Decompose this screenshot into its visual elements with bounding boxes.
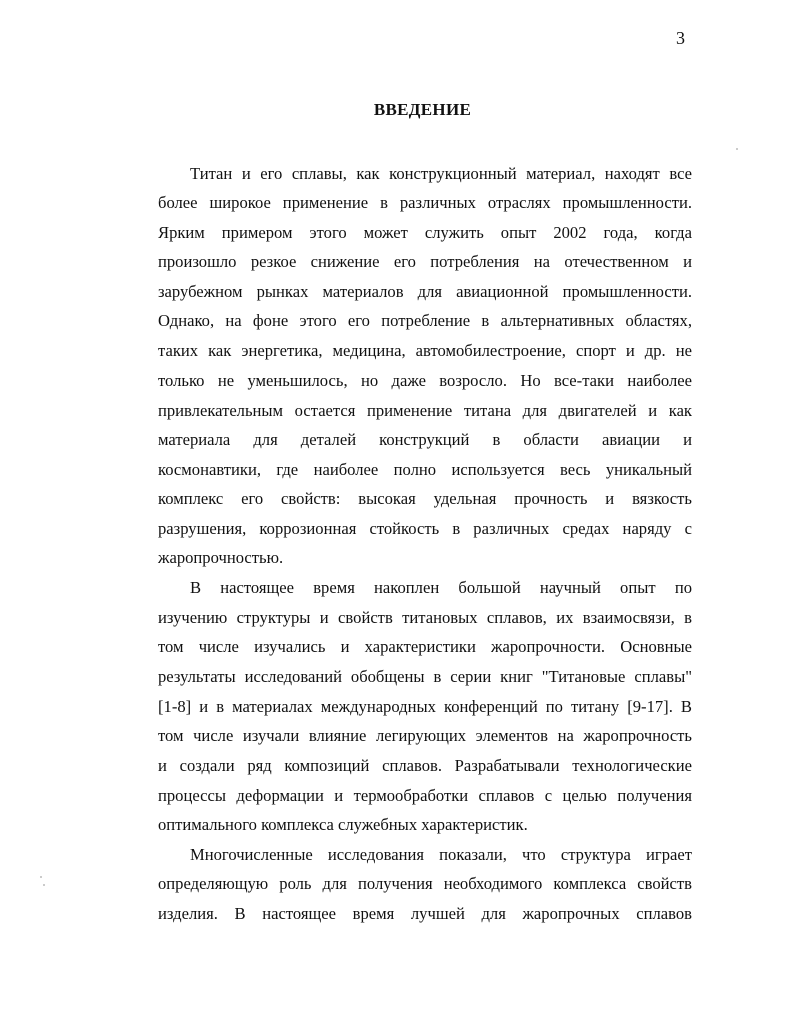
paragraph-line: материала для деталей конструкций в области авиации и [158,430,692,449]
paragraph-line: жаропрочностью. [158,548,284,567]
paragraph-line: [1-8] и в материалах международных конференций по титану [9-17]. В [158,697,692,716]
scan-speck [40,876,42,878]
paragraph-line: В настоящее время накоплен большой научный опыт по [190,578,692,597]
paragraph-line: изделия. В настоящее время лучшей для жаропрочных сплавов [158,904,692,923]
paragraph-line: более широкое применение в различных отраслях промышленности. [158,193,692,212]
paragraph-line: таких как энергетика, медицина, автомобилестроение, спорт и др. не [158,341,692,360]
scan-speck [736,148,738,150]
paragraph-line: Титан и его сплавы, как конструкционный материал, находят все [190,164,692,183]
paragraph-line: зарубежном рынках материалов для авиационной промышленности. [158,282,692,301]
paragraph-line: Многочисленные исследования показали, что структура играет [190,845,692,864]
paragraph-line: Однако, на фоне этого его потребление в альтернативных областях, [158,311,692,330]
paragraph-line: только не уменьшилось, но даже возросло. Но все-таки наиболее [158,371,692,390]
paragraph-line: оптимального комплекса служебных характеристик. [158,815,528,834]
paragraph-line: комплекс его свойств: высокая удельная прочность и вязкость [158,489,692,508]
scan-speck [43,884,45,886]
paragraph-line: произошло резкое снижение его потребления на отечественном и [158,252,692,271]
paragraph-line: результаты исследований обобщены в серии книг "Титановые сплавы" [158,667,692,686]
paragraph-line: том числе изучались и характеристики жаропрочности. Основные [158,637,692,656]
paragraph-line: том числе изучали влияние легирующих элементов на жаропрочность [158,726,692,745]
paragraph-line: и создали ряд композиций сплавов. Разрабатывали технологические [158,756,692,775]
paragraph-line: определяющую роль для получения необходимого комплекса свойств [158,874,692,893]
paragraph-line: привлекательным остается применение титана для двигателей и как [158,401,692,420]
paragraph-line: Ярким примером этого может служить опыт 2002 года, когда [158,223,692,242]
paragraph-line: изучению структуры и свойств титановых сплавов, их взаимосвязи, в [158,608,692,627]
paragraph-line: космонавтики, где наиболее полно используется весь уникальный [158,460,692,479]
section-heading: ВВЕДЕНИЕ [373,100,472,119]
paragraph-line: процессы деформации и термообработки сплавов с целью получения [158,786,692,805]
page-number: 3 [676,28,685,48]
paragraph-line: разрушения, коррозионная стойкость в различных средах наряду с [158,519,692,538]
